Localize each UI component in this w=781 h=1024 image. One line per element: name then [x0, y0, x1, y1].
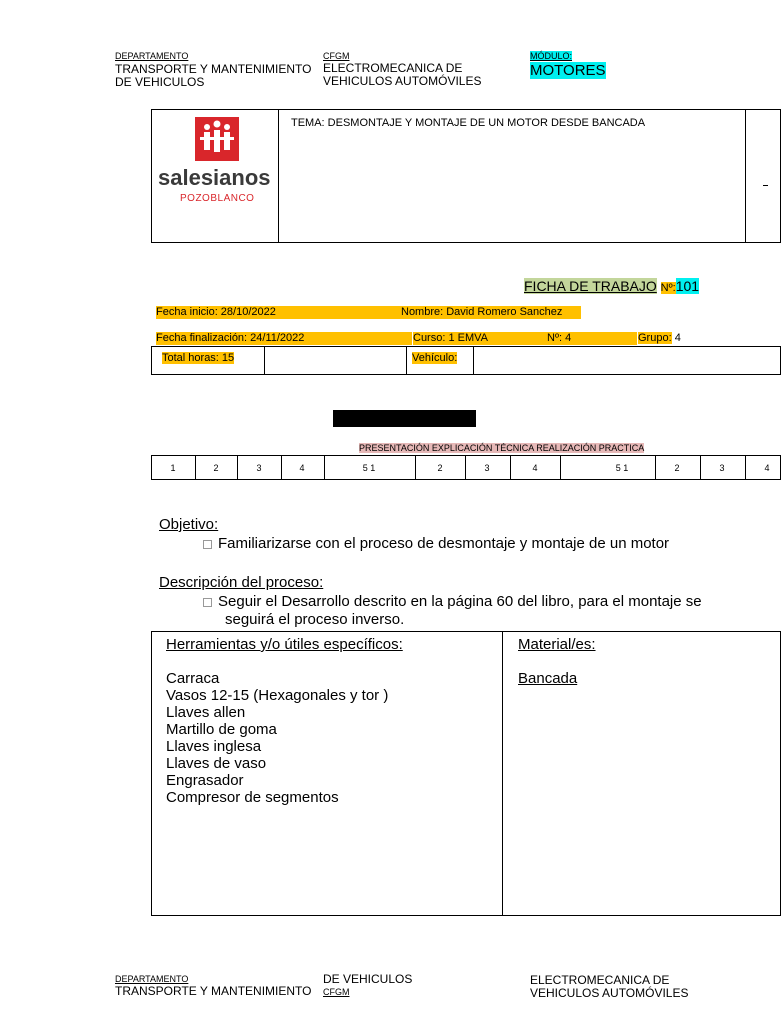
footer-right-line1: ELECTROMECANICA DE — [530, 973, 670, 987]
scores-row — [151, 455, 781, 480]
score-cell: 5 1 — [362, 463, 376, 473]
footer-cfgm-label: CFGM — [323, 987, 350, 997]
score-cell: 1 — [170, 463, 176, 473]
descripcion-line1: Seguir el Desarrollo descrito en la página 60 del libro, para el montaje se — [203, 593, 702, 610]
grupo-label: Grupo: — [638, 332, 672, 344]
score-cell: 4 — [532, 463, 538, 473]
list-item: Llaves allen — [166, 704, 246, 721]
footer-mid-line1: DE VEHICULOS — [323, 972, 413, 986]
dept-line1: TRANSPORTE Y MANTENIMIENTO — [115, 62, 312, 76]
dept-line2: DE VEHICULOS — [115, 75, 205, 89]
score-cell: 3 — [484, 463, 490, 473]
vehiculo: Vehículo: — [412, 352, 458, 364]
logo-place: POZOBLANCO — [180, 193, 255, 204]
numero: Nº: 4 — [547, 332, 637, 345]
list-item: Carraca — [166, 670, 220, 687]
fecha-fin: Fecha finalización: 24/11/2022 — [156, 332, 412, 345]
modulo-value: MOTORES — [530, 62, 606, 79]
ficha-num-label: Nº: — [660, 282, 676, 294]
footer-right-line2: VEHICULOS AUTOMÓVILES — [530, 986, 689, 1000]
cfgm-label: CFGM — [323, 51, 350, 61]
tema-text: TEMA: DESMONTAJE Y MONTAJE DE UN MOTOR DESDE BANCADA — [291, 117, 646, 129]
footer-dept-line1: TRANSPORTE Y MANTENIMIENTO — [115, 984, 312, 998]
score-cell: 2 — [437, 463, 443, 473]
cfgm-line1: ELECTROMECANICA DE — [323, 61, 463, 75]
ficha-num-value: 101 — [675, 278, 700, 294]
list-item: Vasos 12-15 (Hexagonales y tor ) — [166, 687, 389, 704]
dept-label: DEPARTAMENTO — [115, 51, 189, 61]
score-cell: 2 — [213, 463, 219, 473]
cfgm-line2: VEHICULOS AUTOMÓVILES — [323, 74, 482, 88]
descripcion-line2: seguirá el proceso inverso. — [225, 611, 405, 628]
score-cell: 4 — [299, 463, 305, 473]
grupo-value: 4 — [674, 332, 681, 344]
score-cell: 2 — [674, 463, 680, 473]
list-item: Llaves inglesa — [166, 738, 262, 755]
score-cell: 5 1 — [615, 463, 629, 473]
nombre: Nombre: David Romero Sanchez — [401, 306, 581, 319]
score-cell: 4 — [764, 463, 770, 473]
fecha-inicio: Fecha inicio: 28/10/2022 — [156, 306, 401, 319]
list-item: Llaves de vaso — [166, 755, 267, 772]
salesianos-logo — [158, 115, 276, 210]
herramientas-label: Herramientas y/o útiles específicos: — [166, 636, 403, 653]
redacted-bar — [333, 410, 476, 427]
checkbox-bullet-icon — [203, 540, 212, 549]
horas-vehiculo-row — [151, 346, 781, 375]
list-item: Martillo de goma — [166, 721, 277, 738]
score-cell: 3 — [256, 463, 262, 473]
list-item: Compresor de segmentos — [166, 789, 339, 806]
herramientas-list — [166, 670, 388, 806]
materiales-item: Bancada — [518, 670, 578, 687]
logo-name: salesianos — [158, 165, 271, 190]
curso: Curso: 1 EMVA — [413, 332, 547, 345]
objetivo-label: Objetivo: — [159, 516, 219, 533]
footer-dept-label: DEPARTAMENTO — [115, 974, 189, 984]
score-cell: 3 — [719, 463, 725, 473]
total-horas: Total horas: 15 — [162, 352, 235, 364]
objetivo-item: Familiarizarse con el proceso de desmontaje y montaje de un motor — [203, 535, 669, 552]
materiales-label: Material/es: — [518, 636, 596, 653]
modulo-label: MÓDULO: — [530, 51, 573, 61]
descripcion-label: Descripción del proceso: — [159, 574, 324, 591]
list-item: Engrasador — [166, 772, 244, 789]
checkbox-bullet-icon — [203, 598, 212, 607]
ficha-title: FICHA DE TRABAJO — [524, 278, 657, 294]
scores-header: PRESENTACIÓN EXPLICACIÓN TÉCNICA REALIZACIÓN PRACTICA — [359, 443, 645, 453]
